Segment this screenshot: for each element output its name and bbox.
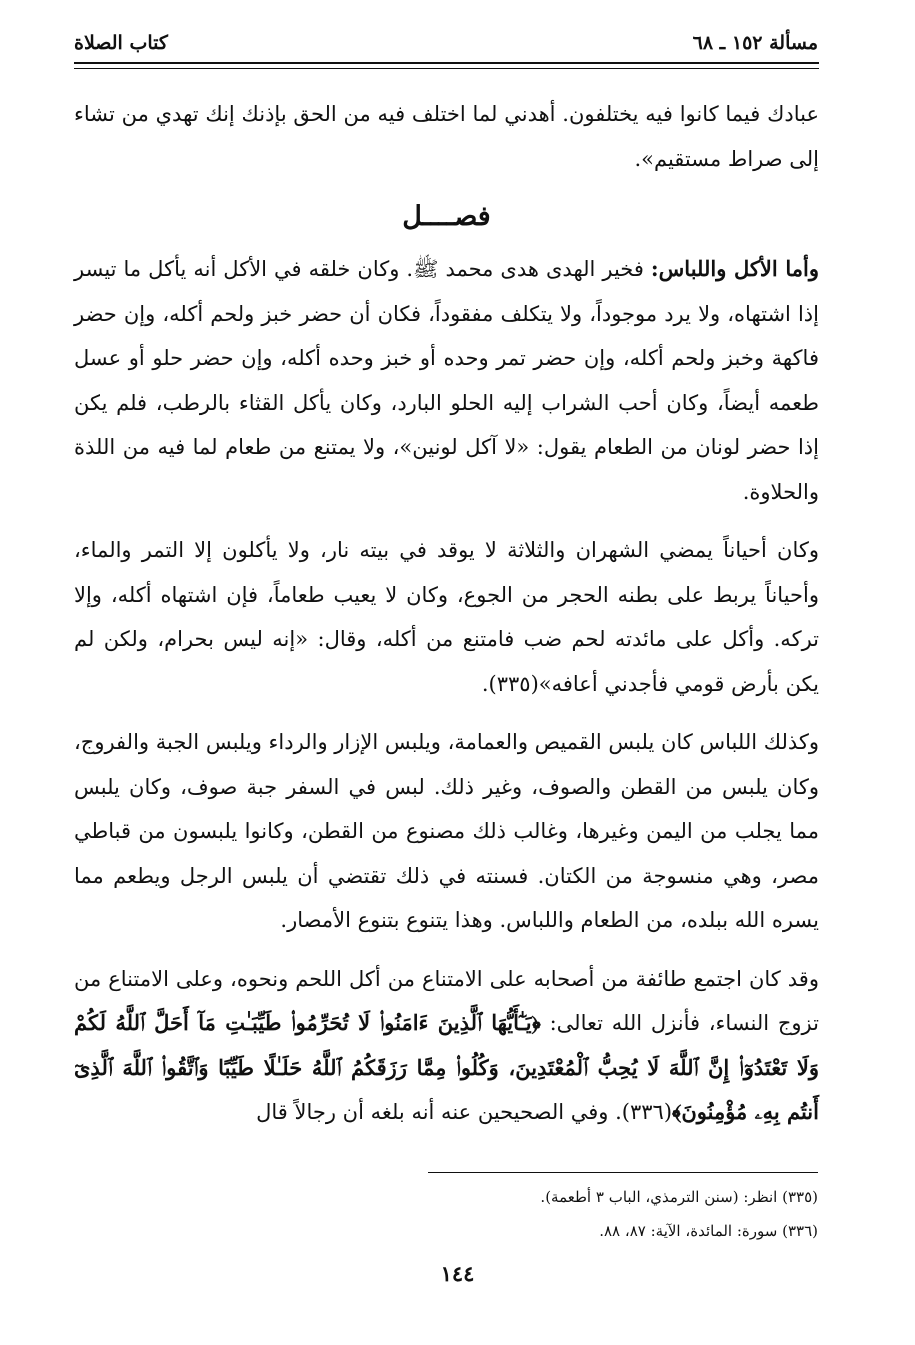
paragraph-text-end: (٣٣٦). وفي الصحيحين عنه أنه بلغه أن رجالاً قال <box>256 1100 673 1124</box>
quran-verse: ﴿يَـٰٓأَيُّهَا ٱلَّذِينَ ءَامَنُوا۟ لَا تُحَرِّمُوا۟ طَيِّبَـٰتِ مَآ أَحَلَّ ٱللَّهُ لَكُمْ وَلَا تَعْتَدُوٓا۟ إِنَّ ٱللَّهَ لَا يُحِبُّ ٱلْمُعْتَدِينَ، وَكُلُوا۟ مِمَّا رَزَقَكُمُ ٱللَّهُ حَلَـٰلًا طَيِّبًا وَٱتَّقُوا۟ ٱللَّهَ ٱلَّذِىٓ أَنتُم بِهِۦ مُؤْمِنُونَ﴾ <box>74 1010 819 1124</box>
header-rule-thin <box>74 68 819 69</box>
paragraph-abstinence <box>74 957 819 1135</box>
paragraph-clothing: وكذلك اللباس كان يلبس القميص والعمامة، ويلبس الإزار والرداء ويلبس الجبة والفروج، وكان يلبس من القطن والصوف، وغير ذلك. لبس في السفر جبة صوف، وكان يلبس مما يجلب من اليمن وغيرها، وغالب ذلك مصنوع من القطن، وكانوا يلبسون من قباطي مصر، وهي منسوجة من الكتان. فسنته في ذلك تقتضي أن يلبس الرجل ويطعم مما يسره الله ببلده، من الطعام واللباس. وهذا يتنوع بتنوع الأمصار. <box>74 730 819 932</box>
running-header <box>74 30 818 60</box>
paragraph-continuation: عبادك فيما كانوا فيه يختلفون. أهدني لما اختلف فيه من الحق بإذنك إنك تهدي من تشاء إلى صراط مستقيم». <box>74 102 819 171</box>
paragraph-text: فخير الهدى هدى محمد ﷺ. وكان خلقه في الأكل أنه يأكل ما تيسر إذا اشتهاه، ولا يرد موجوداً، ولا يتكلف مفقوداً، فكان أن حضر خبز ولحم أكله، وإن حضر فاكهة وخبز ولحم أكله، وإن حضر تمر وحده أو خبز وحده أكله، وإن حضر حلو أو عسل طعمه أيضاً، وكان أحب الشراب إليه الحلو البارد، وكان يأكل القثاء بالرطب، فلم يكن إذا حضر لونان من الطعام يقول: «لا آكل لونين»، ولا يمتنع من طعام لما فيه من اللذة والحلاوة. <box>74 257 819 504</box>
footnote-rule <box>428 1172 818 1173</box>
page-number: ١٤٤ <box>440 1261 475 1286</box>
header-rule-thick <box>74 62 819 64</box>
paragraph-hunger: وكان أحياناً يمضي الشهران والثلاثة لا يوقد في بيته نار، ولا يأكلون إلا التمر والماء، وأحياناً يربط على بطنه الحجر من الجوع، وكان لا يعيب طعاماً، فإن اشتهاه أكله، وإلا تركه. وأكل على مائدته لحم ضب فامتنع من أكله، وقال: «إنه ليس بحرام، ولكن لم يكن بأرض قومي فأجدني أعافه»(٣٣٥). <box>74 538 819 696</box>
footnote-336: (٣٣٦) سورة: المائدة، الآية: ٨٧، ٨٨. <box>599 1222 818 1240</box>
header-book-title: كتاب الصلاة <box>74 32 168 54</box>
header-section-title: مسألة ١٥٢ ـ ٦٨ <box>692 32 818 54</box>
page-body <box>74 92 819 1149</box>
paragraph-food-clothing <box>74 247 819 514</box>
footnote-335: (٣٣٥) انظر: (سنن الترمذي، الباب ٣ أطعمة). <box>540 1188 818 1206</box>
paragraph-lead: وأما الأكل واللباس: <box>650 256 819 281</box>
paragraph-text: وقد كان اجتمع طائفة من أصحابه على الامتناع من أكل اللحم ونحوه، وعلى الامتناع من تزوج النساء، فأنزل الله تعالى: <box>74 966 819 1035</box>
footnotes <box>74 1180 818 1248</box>
section-heading: فصــــل <box>402 201 491 232</box>
